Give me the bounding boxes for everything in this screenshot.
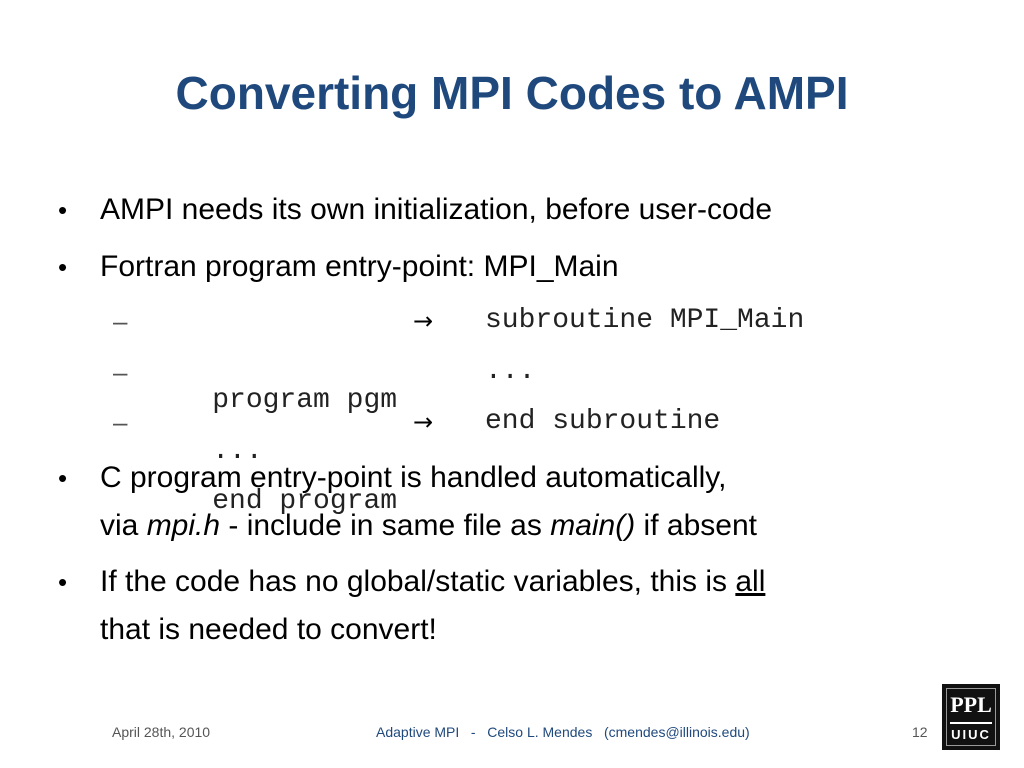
bullet-text: C program entry-point is handled automatically, <box>100 461 727 494</box>
code-rhs: end subroutine <box>485 406 721 437</box>
bullet-item <box>58 454 980 550</box>
bullet-text: that is needed to convert! <box>100 613 437 646</box>
bullet-text: if absent <box>635 509 757 542</box>
code-lhs: program pgm <box>212 385 398 416</box>
bullet-icon: • <box>58 195 68 225</box>
arrow-icon: → <box>413 307 434 335</box>
dash-icon: – <box>113 407 128 437</box>
bullet-item <box>58 186 980 234</box>
dash-icon: – <box>113 357 128 387</box>
bullet-icon: • <box>58 567 68 597</box>
bullet-text: - include in same file as <box>220 509 551 542</box>
bullet-icon: • <box>58 252 68 282</box>
logo-text-bottom: UIUC <box>951 727 991 742</box>
bullet-text-italic: mpi.h <box>146 509 221 542</box>
logo-divider <box>950 722 992 724</box>
slide-title: Converting MPI Codes to AMPI <box>175 67 849 119</box>
bullet-text: If the code has no global/static variables, this is <box>100 565 736 598</box>
code-lhs: end program <box>212 486 398 517</box>
arrow-icon: → <box>413 408 434 436</box>
ppl-logo <box>942 684 1000 750</box>
dash-icon: – <box>113 306 128 336</box>
bullet-text: Fortran program entry-point: MPI_Main <box>100 250 619 283</box>
code-lhs: ... <box>212 436 263 467</box>
code-rhs: subroutine MPI_Main <box>485 305 805 336</box>
bullet-text-underlined: all <box>735 565 766 598</box>
code-rhs: ... <box>485 356 536 387</box>
footer-date: April 28th, 2010 <box>112 724 211 740</box>
bullet-item <box>58 243 980 291</box>
logo-text-top: PPL <box>950 692 992 717</box>
bullet-icon: • <box>58 463 68 493</box>
bullet-text: AMPI needs its own initialization, before user-code <box>100 193 773 226</box>
bullet-text-italic: main() <box>550 509 636 542</box>
page-number: 12 <box>912 724 928 740</box>
bullet-text: via <box>100 509 147 542</box>
bullet-item <box>58 558 980 654</box>
footer-center: Adaptive MPI - Celso L. Mendes (cmendes@illinois.edu) <box>376 724 750 740</box>
